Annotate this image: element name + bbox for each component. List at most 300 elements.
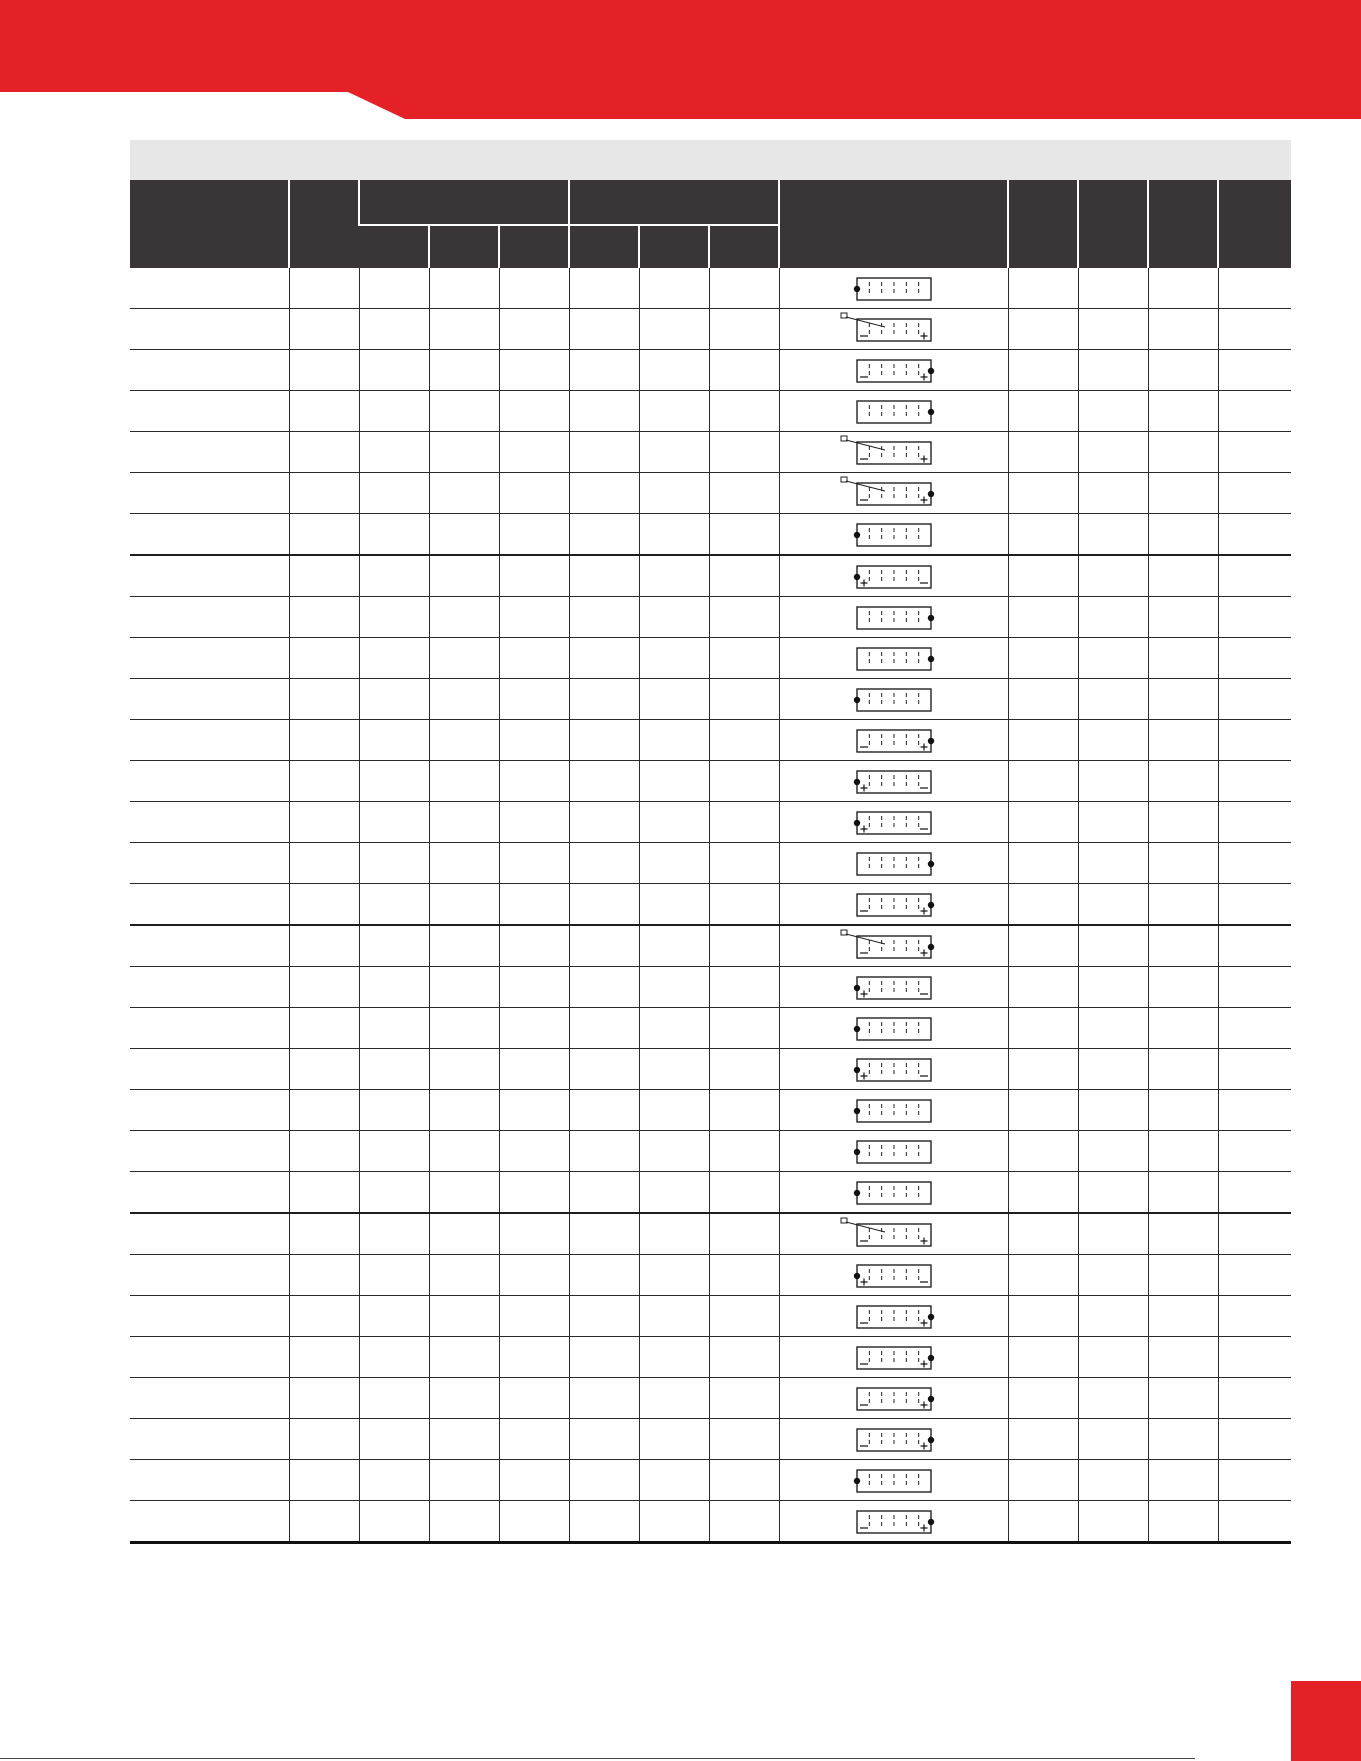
table-cell <box>1148 1090 1218 1131</box>
table-row <box>130 432 1291 473</box>
terminal-dot-left <box>853 820 859 826</box>
table-cell <box>1078 925 1148 967</box>
table-cell <box>1078 1337 1148 1378</box>
table-cell <box>499 1172 569 1214</box>
header-col-13 <box>1218 180 1291 268</box>
table-row <box>130 925 1291 967</box>
table-cell <box>1148 843 1218 884</box>
table-cell <box>639 1419 709 1460</box>
battery-spec-table <box>130 180 1291 1544</box>
table-cell <box>639 925 709 967</box>
table-cell <box>1078 1213 1148 1255</box>
terminal-dot-right <box>927 1355 933 1361</box>
table-cell <box>709 514 779 556</box>
table-row <box>130 1090 1291 1131</box>
table-cell <box>709 1049 779 1090</box>
header-group-a-sub-2 <box>429 225 499 268</box>
table-title-band <box>130 140 1291 180</box>
table-cell <box>1148 1501 1218 1543</box>
footer-rule <box>0 1758 1195 1759</box>
table-cell <box>639 1213 709 1255</box>
table-cell <box>359 514 429 556</box>
battery-layout-icon <box>839 1504 949 1538</box>
table-cell <box>429 1008 499 1049</box>
table-cell <box>359 350 429 391</box>
terminal-dot-right <box>927 1437 933 1443</box>
terminal-dot-left <box>853 779 859 785</box>
table-row <box>130 1131 1291 1172</box>
table-cell <box>1008 1337 1078 1378</box>
table-row <box>130 1213 1291 1255</box>
battery-layout-cell <box>779 1131 1008 1172</box>
table-cell <box>1008 884 1078 926</box>
terminal-dot-left <box>853 1149 859 1155</box>
table-cell <box>709 597 779 638</box>
table-cell <box>709 761 779 802</box>
table-cell <box>569 597 639 638</box>
table-cell <box>1008 925 1078 967</box>
terminal-dot-left <box>853 1026 859 1032</box>
page-number-tab <box>1291 1681 1361 1761</box>
table-cell <box>1218 597 1291 638</box>
table-row <box>130 391 1291 432</box>
table-cell <box>569 843 639 884</box>
terminal-dot-left <box>853 532 859 538</box>
table-cell <box>709 720 779 761</box>
table-cell <box>1148 1131 1218 1172</box>
battery-layout-cell <box>779 1501 1008 1543</box>
table-cell <box>499 432 569 473</box>
table-cell <box>1008 473 1078 514</box>
table-cell <box>639 268 709 309</box>
table-cell <box>709 1296 779 1337</box>
table-cell <box>709 1172 779 1214</box>
table-cell <box>709 391 779 432</box>
table-cell <box>1008 1419 1078 1460</box>
battery-layout-icon <box>839 353 949 387</box>
table-cell <box>1218 514 1291 556</box>
table-cell <box>1218 884 1291 926</box>
table-cell <box>289 720 359 761</box>
terminal-dot-right <box>927 1314 933 1320</box>
table-cell <box>289 843 359 884</box>
table-cell <box>130 1213 289 1255</box>
battery-layout-cell <box>779 1090 1008 1131</box>
table-cell <box>359 1172 429 1214</box>
header-col-1 <box>130 180 289 268</box>
table-cell <box>130 843 289 884</box>
table-cell <box>709 1008 779 1049</box>
table-cell <box>359 1378 429 1419</box>
table-cell <box>1148 1213 1218 1255</box>
table-cell <box>1078 1172 1148 1214</box>
table-cell <box>639 1008 709 1049</box>
terminal-dot-left <box>853 1108 859 1114</box>
table-cell <box>1008 268 1078 309</box>
table-cell <box>1218 1090 1291 1131</box>
table-cell <box>499 391 569 432</box>
table-cell <box>1078 1419 1148 1460</box>
table-row <box>130 1337 1291 1378</box>
table-cell <box>709 1378 779 1419</box>
table-row <box>130 1296 1291 1337</box>
table-cell <box>1148 720 1218 761</box>
battery-spec-table-container <box>130 180 1291 1544</box>
table-row <box>130 761 1291 802</box>
terminal-dot-left <box>853 1273 859 1279</box>
table-cell <box>289 1378 359 1419</box>
table-cell <box>130 514 289 556</box>
table-cell <box>130 268 289 309</box>
table-cell <box>569 1419 639 1460</box>
table-cell <box>130 555 289 597</box>
table-cell <box>130 1008 289 1049</box>
table-cell <box>1218 1337 1291 1378</box>
battery-layout-cell <box>779 761 1008 802</box>
table-cell <box>639 1501 709 1543</box>
table-row <box>130 843 1291 884</box>
table-cell <box>1148 432 1218 473</box>
table-cell <box>639 1131 709 1172</box>
table-cell <box>429 391 499 432</box>
table-cell <box>499 268 569 309</box>
table-cell <box>1218 761 1291 802</box>
table-row <box>130 720 1291 761</box>
terminal-dot-right <box>927 615 933 621</box>
table-cell <box>709 802 779 843</box>
header-group-b-sub-1 <box>569 225 639 268</box>
table-cell <box>289 679 359 720</box>
table-cell <box>130 350 289 391</box>
battery-layout-icon <box>839 476 949 510</box>
table-cell <box>1078 514 1148 556</box>
table-cell <box>639 432 709 473</box>
table-cell <box>289 1501 359 1543</box>
table-cell <box>499 679 569 720</box>
table-cell <box>499 843 569 884</box>
table-cell <box>359 1213 429 1255</box>
battery-layout-cell <box>779 925 1008 967</box>
battery-layout-icon <box>839 1463 949 1497</box>
table-cell <box>499 1213 569 1255</box>
table-cell <box>1078 268 1148 309</box>
terminal-dot-right <box>927 861 933 867</box>
table-cell <box>639 1172 709 1214</box>
table-cell <box>639 1090 709 1131</box>
table-cell <box>429 473 499 514</box>
battery-layout-cell <box>779 884 1008 926</box>
table-cell <box>1078 1049 1148 1090</box>
table-cell <box>130 1049 289 1090</box>
table-cell <box>359 1419 429 1460</box>
table-cell <box>1148 761 1218 802</box>
table-cell <box>1078 1008 1148 1049</box>
table-cell <box>429 1049 499 1090</box>
table-cell <box>359 391 429 432</box>
table-cell <box>639 679 709 720</box>
table-cell <box>1008 1213 1078 1255</box>
battery-layout-cell <box>779 432 1008 473</box>
table-cell <box>1078 884 1148 926</box>
battery-layout-cell <box>779 309 1008 350</box>
battery-layout-icon <box>839 1052 949 1086</box>
terminal-dot-left <box>853 1067 859 1073</box>
table-cell <box>1008 1090 1078 1131</box>
table-cell <box>709 1213 779 1255</box>
table-cell <box>359 1131 429 1172</box>
table-cell <box>709 638 779 679</box>
battery-layout-cell <box>779 802 1008 843</box>
table-cell <box>359 679 429 720</box>
table-cell <box>1218 720 1291 761</box>
table-cell <box>130 597 289 638</box>
table-cell <box>359 1255 429 1296</box>
table-cell <box>289 761 359 802</box>
table-row <box>130 884 1291 926</box>
table-cell <box>499 309 569 350</box>
table-row <box>130 555 1291 597</box>
table-cell <box>1148 391 1218 432</box>
table-cell <box>499 1337 569 1378</box>
table-cell <box>1218 679 1291 720</box>
table-cell <box>1218 802 1291 843</box>
header-layout <box>779 180 1008 268</box>
table-cell <box>289 1213 359 1255</box>
battery-layout-icon <box>839 641 949 675</box>
table-row <box>130 514 1291 556</box>
table-cell <box>1008 1460 1078 1501</box>
table-cell <box>429 802 499 843</box>
table-cell <box>289 391 359 432</box>
table-cell <box>569 679 639 720</box>
table-cell <box>569 1008 639 1049</box>
table-cell <box>130 1419 289 1460</box>
table-cell <box>1218 473 1291 514</box>
table-cell <box>709 1337 779 1378</box>
terminal-dot-right <box>927 409 933 415</box>
table-cell <box>1218 1378 1291 1419</box>
table-cell <box>1218 1419 1291 1460</box>
battery-layout-icon <box>839 1381 949 1415</box>
table-row <box>130 597 1291 638</box>
table-cell <box>130 925 289 967</box>
table-cell <box>359 1049 429 1090</box>
table-cell <box>569 1090 639 1131</box>
table-cell <box>1218 925 1291 967</box>
table-cell <box>1148 555 1218 597</box>
battery-layout-icon <box>839 1217 949 1251</box>
table-cell <box>569 268 639 309</box>
table-cell <box>499 925 569 967</box>
table-cell <box>1078 473 1148 514</box>
table-cell <box>130 432 289 473</box>
terminal-dot-right <box>927 1519 933 1525</box>
table-cell <box>1218 1172 1291 1214</box>
table-cell <box>1008 1008 1078 1049</box>
battery-layout-icon <box>839 559 949 593</box>
table-cell <box>359 843 429 884</box>
table-cell <box>569 1501 639 1543</box>
battery-layout-cell <box>779 1337 1008 1378</box>
battery-layout-cell <box>779 1460 1008 1501</box>
table-cell <box>499 1090 569 1131</box>
table-row <box>130 1049 1291 1090</box>
table-cell <box>359 309 429 350</box>
battery-layout-cell <box>779 638 1008 679</box>
battery-layout-icon <box>839 929 949 963</box>
table-cell <box>429 679 499 720</box>
table-cell <box>1218 967 1291 1008</box>
table-row <box>130 967 1291 1008</box>
table-cell <box>289 1460 359 1501</box>
table-cell <box>639 1049 709 1090</box>
table-cell <box>639 350 709 391</box>
table-cell <box>1078 967 1148 1008</box>
table-cell <box>130 802 289 843</box>
table-cell <box>1008 350 1078 391</box>
table-cell <box>1148 597 1218 638</box>
battery-layout-icon <box>839 271 949 305</box>
table-cell <box>569 391 639 432</box>
table-cell <box>289 638 359 679</box>
table-cell <box>289 597 359 638</box>
table-cell <box>1148 1378 1218 1419</box>
battery-layout-icon <box>839 805 949 839</box>
table-cell <box>1078 761 1148 802</box>
table-cell <box>130 1131 289 1172</box>
battery-layout-cell <box>779 1172 1008 1214</box>
table-cell <box>429 309 499 350</box>
table-cell <box>359 802 429 843</box>
table-cell <box>499 555 569 597</box>
battery-layout-cell <box>779 391 1008 432</box>
table-cell <box>1078 720 1148 761</box>
table-cell <box>359 597 429 638</box>
terminal-dot-right <box>927 1396 933 1402</box>
battery-layout-cell <box>779 1296 1008 1337</box>
terminal-dot-right <box>927 944 933 950</box>
table-cell <box>569 473 639 514</box>
table-cell <box>1218 1131 1291 1172</box>
terminal-dot-left <box>853 286 859 292</box>
table-cell <box>130 761 289 802</box>
table-cell <box>130 967 289 1008</box>
table-cell <box>1148 802 1218 843</box>
table-cell <box>499 884 569 926</box>
table-cell <box>639 884 709 926</box>
table-cell <box>1008 309 1078 350</box>
battery-layout-cell <box>779 720 1008 761</box>
table-cell <box>429 1501 499 1543</box>
header-group-b-sub-2 <box>639 225 709 268</box>
battery-layout-icon <box>839 764 949 798</box>
table-cell <box>1008 1131 1078 1172</box>
table-cell <box>1148 268 1218 309</box>
table-cell <box>1218 1460 1291 1501</box>
battery-layout-cell <box>779 1255 1008 1296</box>
table-cell <box>359 473 429 514</box>
table-cell <box>639 1255 709 1296</box>
table-cell <box>1078 391 1148 432</box>
table-cell <box>289 802 359 843</box>
table-cell <box>639 638 709 679</box>
battery-layout-cell <box>779 1049 1008 1090</box>
table-cell <box>709 679 779 720</box>
table-cell <box>359 720 429 761</box>
table-cell <box>359 1460 429 1501</box>
table-cell <box>1148 350 1218 391</box>
table-cell <box>569 802 639 843</box>
table-cell <box>1008 1296 1078 1337</box>
table-cell <box>1078 432 1148 473</box>
header-col-12 <box>1148 180 1218 268</box>
table-cell <box>429 1378 499 1419</box>
battery-layout-icon <box>839 970 949 1004</box>
table-cell <box>1148 967 1218 1008</box>
table-cell <box>289 1337 359 1378</box>
table-cell <box>359 1501 429 1543</box>
table-cell <box>130 638 289 679</box>
battery-layout-cell <box>779 1419 1008 1460</box>
table-cell <box>1148 1008 1218 1049</box>
table-row <box>130 268 1291 309</box>
table-cell <box>130 1337 289 1378</box>
table-cell <box>429 555 499 597</box>
table-cell <box>499 761 569 802</box>
table-cell <box>569 1049 639 1090</box>
table-cell <box>1008 1255 1078 1296</box>
battery-layout-cell <box>779 1378 1008 1419</box>
table-cell <box>569 884 639 926</box>
table-cell <box>709 843 779 884</box>
table-cell <box>429 1337 499 1378</box>
table-cell <box>1218 1008 1291 1049</box>
table-cell <box>709 268 779 309</box>
table-cell <box>499 1419 569 1460</box>
battery-layout-icon <box>839 517 949 551</box>
battery-layout-icon <box>839 1134 949 1168</box>
table-cell <box>639 391 709 432</box>
table-cell <box>1218 309 1291 350</box>
table-cell <box>569 350 639 391</box>
header-group-b-sub-3 <box>709 225 779 268</box>
table-cell <box>359 761 429 802</box>
table-cell <box>709 1460 779 1501</box>
table-cell <box>1008 1049 1078 1090</box>
terminal-dot-right <box>927 656 933 662</box>
table-cell <box>1008 761 1078 802</box>
table-cell <box>499 514 569 556</box>
table-cell <box>709 1419 779 1460</box>
table-cell <box>569 720 639 761</box>
table-cell <box>569 555 639 597</box>
table-cell <box>709 1090 779 1131</box>
table-cell <box>289 309 359 350</box>
table-cell <box>130 1090 289 1131</box>
table-cell <box>1148 1337 1218 1378</box>
table-row <box>130 1378 1291 1419</box>
battery-layout-icon <box>839 312 949 346</box>
table-cell <box>429 1255 499 1296</box>
header-col-2 <box>289 180 359 268</box>
table-cell <box>569 514 639 556</box>
table-cell <box>1218 638 1291 679</box>
table-cell <box>1008 802 1078 843</box>
table-cell <box>1008 391 1078 432</box>
table-cell <box>499 1378 569 1419</box>
table-cell <box>1008 843 1078 884</box>
table-cell <box>359 1296 429 1337</box>
